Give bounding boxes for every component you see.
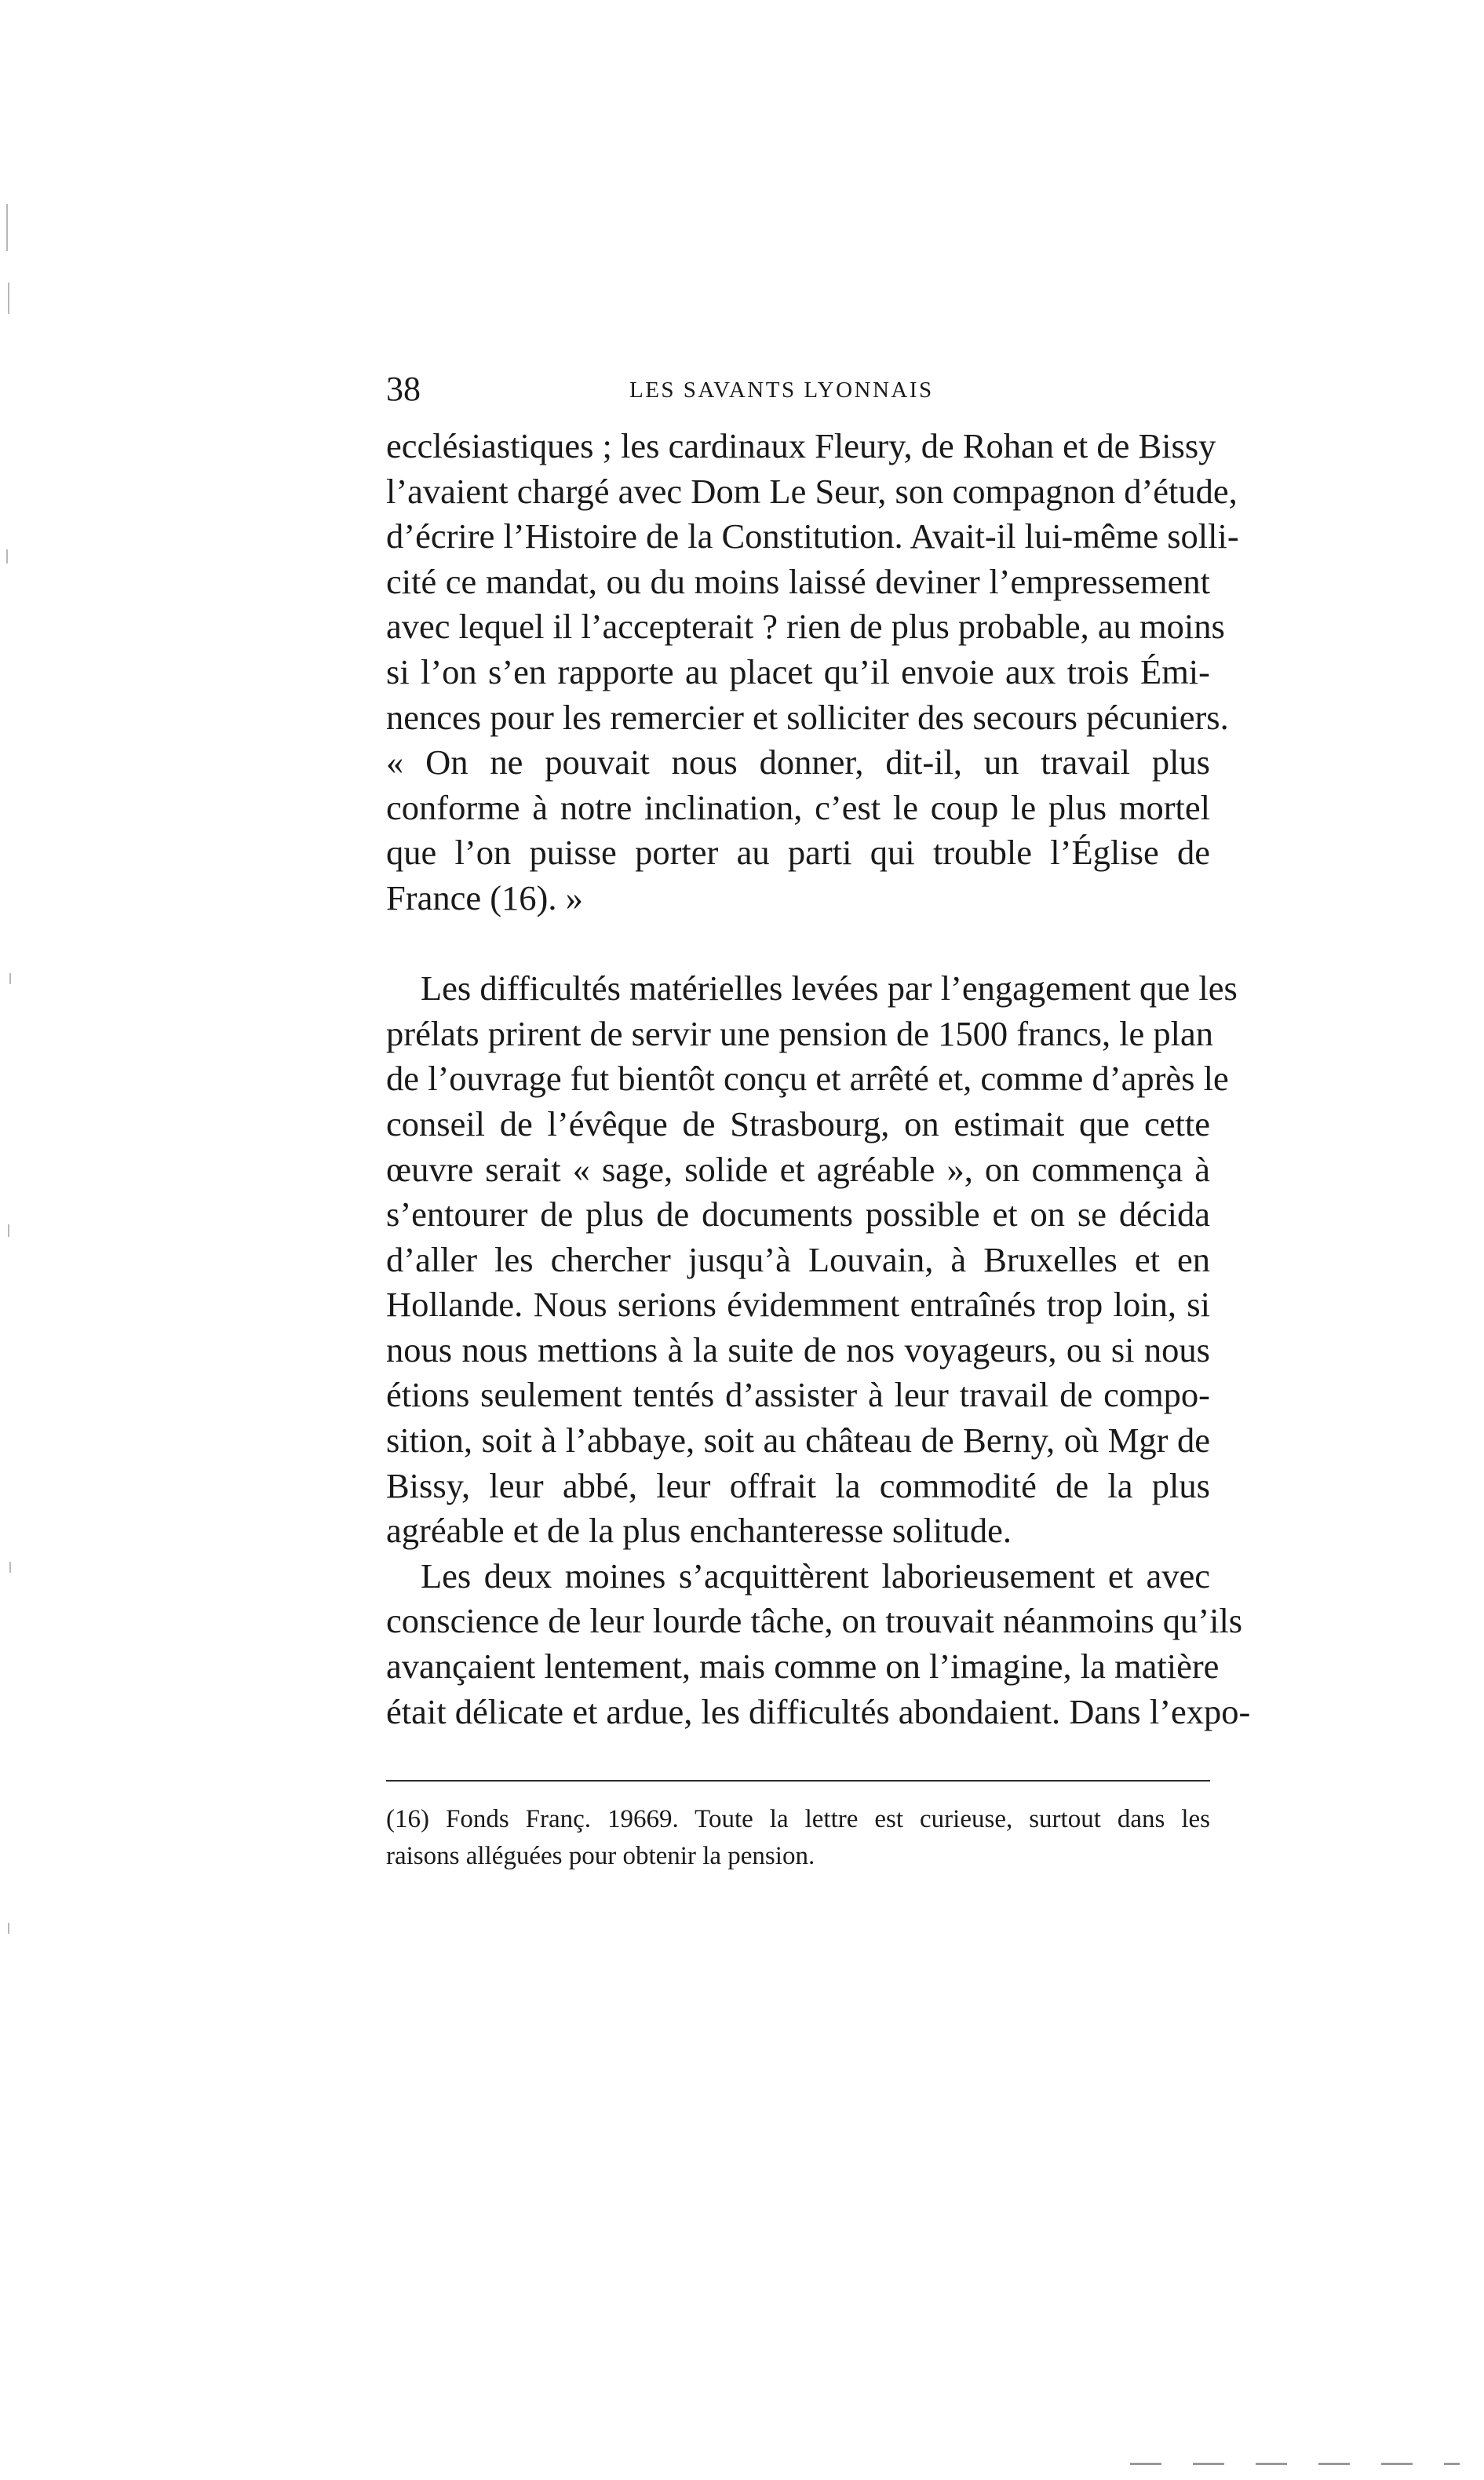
footnote-line: (16) Fonds Franç. 19669. Toute la lettre est curieuse, surtout dans les <box>386 1805 1210 1833</box>
text-line: « On ne pouvait nous donner, dit-il, un travail plus <box>386 742 1210 782</box>
text-line: de l’ouvrage fut bientôt conçu et arrêté et, comme d’après le <box>386 1059 1229 1099</box>
running-title: LES SAVANTS LYONNAIS <box>629 377 934 403</box>
text-line: d’écrire l’Histoire de la Constitution. Avait-il lui-même solli- <box>386 516 1239 556</box>
text-line: nous nous mettions à la suite de nos voyageurs, ou si nous <box>386 1329 1210 1369</box>
scan-mark <box>8 1923 9 1934</box>
footnote-line: raisons alléguées pour obtenir la pension. <box>386 1842 815 1870</box>
paragraph-gap <box>386 921 1210 967</box>
body-text <box>386 424 1251 1734</box>
text-line: si l’on s’en rapporte au placet qu’il envoie aux trois Émi- <box>386 651 1210 691</box>
text-line: Les difficultés matérielles levées par l’engagement que les <box>421 968 1238 1008</box>
text-line: nences pour les remercier et solliciter des secours pécuniers. <box>386 697 1229 737</box>
text-line: Bissy, leur abbé, leur offrait la commodité de la plus <box>386 1465 1210 1505</box>
text-line: sition, soit à l’abbaye, soit au château de Berny, où Mgr de <box>386 1421 1210 1461</box>
text-line: cité ce mandat, ou du moins laissé deviner l’empressement <box>386 561 1210 601</box>
footnote <box>386 1801 1210 1875</box>
text-line: était délicate et ardue, les difficultés abondaient. Dans l’expo- <box>386 1691 1251 1731</box>
text-line: France (16). » <box>386 877 583 917</box>
text-line: prélats prirent de servir une pension de 1500 francs, le plan <box>386 1013 1214 1053</box>
text-line: s’entourer de plus de documents possible et on se décida <box>386 1194 1210 1235</box>
paragraph <box>386 1554 1251 1734</box>
text-line: que l’on puisse porter au parti qui trouble l’Église de <box>386 833 1210 873</box>
paragraph <box>386 424 1239 921</box>
text-line: œuvre serait « sage, solide et agréable », on commença à <box>386 1149 1210 1189</box>
scan-edge-marks <box>1130 2463 1460 2465</box>
scan-mark <box>8 1224 9 1237</box>
page-number: 38 <box>386 370 421 408</box>
text-line: avançaient lentement, mais comme on l’imagine, la matière <box>386 1647 1220 1687</box>
scan-mark <box>9 973 11 984</box>
running-head <box>386 366 1210 413</box>
text-line: Hollande. Nous serions évidemment entraînés trop loin, si <box>386 1285 1210 1325</box>
scan-mark <box>8 283 9 314</box>
text-line: Les deux moines s’acquittèrent laborieusement et avec <box>421 1555 1210 1596</box>
footnote-rule <box>386 1780 1210 1782</box>
text-line: conscience de leur lourde tâche, on trouvait néanmoins qu’ils <box>386 1601 1243 1641</box>
text-line: conforme à notre inclination, c’est le coup le plus mortel <box>386 787 1210 827</box>
scan-mark <box>6 204 8 251</box>
text-line: l’avaient chargé avec Dom Le Seur, son compagnon d’étude, <box>386 471 1238 511</box>
text-line: conseil de l’évêque de Strasbourg, on estimait que cette <box>386 1103 1210 1143</box>
text-line: ecclésiastiques ; les cardinaux Fleury, de Rohan et de Bissy <box>386 426 1216 465</box>
scan-mark <box>6 549 8 563</box>
paragraph <box>386 966 1238 1554</box>
text-line: avec lequel il l’accepterait ? rien de plus probable, au moins <box>386 607 1225 647</box>
scan-mark <box>9 1562 11 1573</box>
text-line: d’aller les chercher jusqu’à Louvain, à Bruxelles et en <box>386 1239 1210 1279</box>
text-line: agréable et de la plus enchanteresse solitude. <box>386 1511 1012 1551</box>
text-line: étions seulement tentés d’assister à leur travail de compo- <box>386 1375 1210 1415</box>
